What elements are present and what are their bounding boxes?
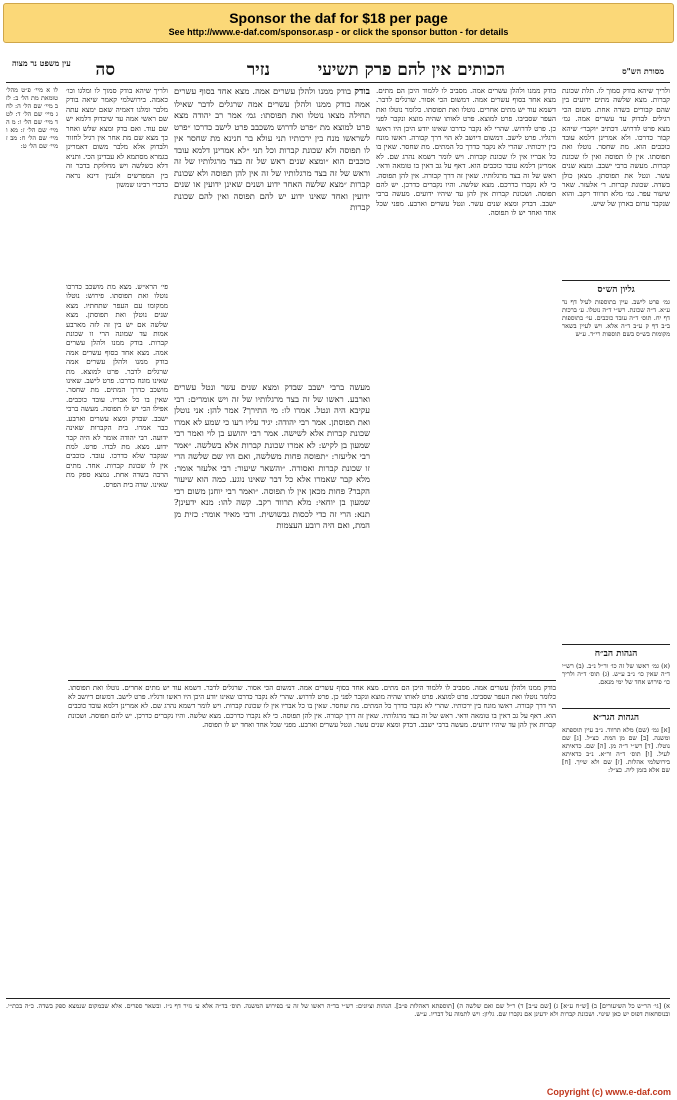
gemara-opening-word: בודק: [354, 87, 370, 97]
chapter-heading: הכותים אין להם פרק תשיעי: [317, 60, 505, 80]
gemara-top-text: בודק ממנו ולהלן עשרים אמה. מצא אחד בסוף עשרים אמה בודק ממנו ולהלן עשרים אמה שרגלים לדבר שאילו תחילה מצאו נוטלו ואת תפוסתו: גמ׳ אמר רב יהודה מצא פרט למוצא מת ״פרט לדרוש משכבב פרט לישב כדרכו ״פרט לשראשו מנח בין ירכותיו תני עולא בר חנינא מת שחסר אין לו תפוסה ולא שכונת קברות וכל תני ״לא אמרינן דלמא עובד כוכבים הוא ״ומצא שנים ראש של זה בצד מרגלותיו של זה וראש של זה בצד מרגלותיו של זה אין להן תפוסה ולא שכונת קברות ״מצא שלשה האחד ידוע ושנים שאינן ידועין או שנים ידועין ואחד שאינו ידוע יש להם תפוסה ואין להם שכונת קברות: [174, 86, 370, 212]
copyright-link[interactable]: Copyright (c) www.e-daf.com: [546, 1087, 671, 1097]
rosh-column: פי׳ הרא״ש. מצא מת מושכב כדרכו נוטלו ואת תפוסתו. פירוש: נוטלו ממקומו עם העפר שתחתיו. מצא שנים נוטלן ואת תפוסתן. מצא שלשה אם יש בין זה לזה מארבע אמות עד שמונה הרי זו שכונת קברות. בודק ממנו ולהלן עשרים אמה. מצא אחד בסוף עשרים אמה בודק ממנו ולהלן עשרים אמה שרגלים לדבר. פרט למוצא. מת שאינו מונח כדרכו. פרט לישב. שאינו מושכב כדרך המתים. מת שחסר. שאין בו כל אבריו. עובד כוכבים. אפילו הכי יש לו תפוסה. מעשה ברבי ישבב. שבדק ומצא עשרים וארבע. כבר אמרו. בית הקברות שאינה ידועה. רבי יהודה אומר לא היה קבר ידוע. מצא. מת לבדו. פרט. למת שנקבר שלא כדרכו. עובד. כוכבים אין לו שכונת קברות. אחד. מתים הרבה בשדה אחת. נמצא ספק מת שאינו. שדה בית הפרס.: [66, 282, 168, 489]
box-rule-3: [562, 708, 670, 709]
sponsor-banner[interactable]: [3, 3, 674, 43]
header-rule: [6, 82, 670, 83]
talmud-page: [6, 52, 670, 1080]
sponsor-banner-title[interactable]: Sponsor the daf for $18 per page: [229, 10, 448, 26]
rashi-column: בודק ממנו ולהלן עשרים אמה. מסביב לו ללמוד היכן הם מתים. מצא אחד בסוף עשרים אמה. דמשום הכי אסור. שרגלים לדבר. דשמא עוד יש מתים אחרים. נוטלו ואת תפוסתו. כלומר נוטלו ואת העפר שסביבו. פרט למוצא. פרט לאותו שהיה מוצא ונקבר לפני כן. פרט לדרוש. שהרי לא נקבר כדרכו שאינו יודע היכן היו ראשו ורגליו. פרט לישב. דמשום דיושב לא הוי דרך קבורה. ראשו מונח בין ירכותיו. שהרי לא נקבר כדרך כל המתים. מת שחסר. שאין בו כל אבריו אין לו שכונת קברות. ויש לומר דשמא נהרג שם. לא אמרינן דלמא עובד כוכבים הוא. דאף על גב דאין בו טומאה ודאי. ראש של זה בצד מרגלותיו. שאין זה דרך קבורה. אין להן תפוסה. כי לא נקברו כדרכם. מצא שלשה. והיו נקברים כדרכן. יש להם תפוסה. ושכונת קברות אין להן עד שיהיו ידועים. מעשה ברבי ישבב. דבדק ומצא שנים עשר. ונטל עשרים וארבע. מפני שכל אחד ואחד יש לו תפוסה.: [376, 86, 556, 218]
footnote-rule: [6, 998, 670, 999]
lower-rule: [68, 680, 556, 681]
box-rule-2: [562, 644, 670, 645]
gra-title: הגהות הגר״א: [592, 713, 639, 723]
bach-text: (א) גמ׳ ראשו של זה כו׳ ור״ל נ״ב. (ב) רש״י ד״ה שאין כו׳ נ״ב ע״ש. (ג) תוס׳ ד״ה ולריך כו׳ פירוש אחד של ימי מנאם.: [562, 662, 670, 686]
gemara-top: [174, 86, 370, 214]
tractate-heading: נזיר: [246, 60, 270, 80]
ein-mishpat-column: לו א מיי׳ פ״ט מהל׳ טומאת מת הל׳ ב: לז ב מיי׳ שם הל׳ ה: לח ג מיי׳ שם הל׳ ד: לט ד מיי׳ שם הל׳ ו: מ ה מיי׳ שם הל׳ ז: מא ו מיי׳ שם הל׳ ח: מב ז מיי׳ שם הל׳ ט:: [6, 86, 58, 150]
gilyon-title: גליון הש״ס: [597, 285, 635, 295]
box-rule-1: [562, 280, 670, 281]
bottom-notes: א) [גי׳ הר״ש כל השיעורים] ב) [ש״ח ע״א] ג) [שם ע״ב] ד) ר״ל שם ואם שלשה ה) [תוספתא דאהלות פ״ב]. הגהות וציונים: רש״י בד״ה ראשו של זה ע׳ בפירוש המשנה. תוס׳ בד״ה אלא ע׳ נזיר דף נ״ז. ובשאר ספרים. אלא שבמקום שנמצא ספק בשדה. כ״ה בכת״י. ובנוסחאות דפוס יש כאן שינוי. ושכונת קברות ולא ידעינן אם נקברו שם. גליון: ויש לתמוה על דבריו. ע״ש.: [6, 1002, 670, 1018]
gilyon-text: גמ׳ פרט לישב. עיין בתוספות לעיל דף נד ע״א. ד״ה שכונת. רש״י ד״ה נוטלו. ע׳ ברכות דף יח. תוס׳ ד״ה עובד כוכבים. עי׳ בתוספות ב״ב דף ק ע״ב ד״ה אלא. ויש לעיין בשאר מקומות בש״ס בשם תוספות רי״ד. ע״ש: [562, 298, 670, 338]
gra-text: [א] גמ׳ (שם) מלא תרווד. נ״ב עיין תוספתא ומשנה. [ב] שם מן המת. כצ״ל. [ג] שם נוטלו. [ד] רש״י ד״ה מן. [ה] שם. כדאיתא לעיל. [ו] תוס׳ ד״ה ור״א. נ״ב כדאיתא בירושלמי אהלות. [ז] שם ולא שייך. [ח] שם אלא בזמן ליה. כצ״ל:: [562, 726, 670, 774]
gemara-middle: מעשה ברבי ישבב שבדק ומצא שנים עשר ונטל עשרים וארבע. ראשו של זה בצד מרגלותיו של זה ויש אומרים: רבי עקיבא היה ונטל. אמרו לו: מי התירך? אמר להן: אני נוטלן ואת תפוסתן. אמר רבי יהודה: יגיד עליו רעו כי שמע לא אמרו שכונת קברות אלא לשישה. אמר רבי יהושע בן לוי ואמר רבי שמעון בן לקיש: לא אמרו שכונת קברות אלא בשלשה. ״אמר רבי אליעזר: ״תפוסה פחות משלשה, ואם היו שם שלשה הרי זו שכונת קברות ואסורה. ״והשאר שיעור: רבי אלעזר אומר: מלא קבר שאמרו אלא כל דבר שאינו נוגע. כמה הוא שיעור הקבר? פחות מכאן אין לו תפוסה. ״ואמר רבי יוחנן משום רבי שמעון בן יוחאי: מלא תרווד רקב. קשה להו: מנא ידעינן? תנא: הרי זה כדי לכסות גבשושית. ורבי מאיר אומר: כזית מן המת, ואם היה רובע העצמות: [174, 382, 370, 530]
bach-title: הגהות הב״ח: [594, 649, 638, 659]
daf-number: סה: [95, 60, 115, 80]
mesorah-heading: מסורת הש"ס: [622, 66, 664, 76]
mesorah-column: ולריך שיהא בודק סמוך לו. תלת שכונת קברות. מצא שלשה מתים ידועים בין שהם קבורים בשדה אחת. משום הכי רגילים לבדוק עד עשרים אמה. גמ׳ מצא פרט לדרוש. דכתיב ״וקבר״ שיהא קבור כדרכו. ולא אמרינן דלמא עובד כוכבים הוא. מת שחסר. נוטלו ואת תפוסתו. אין לו תפוסה ואין לו שכונת קברות. מעשה ברבי ישבב. ומצא שנים עשר. ונטל את תפוסתן. מצאן כולן בשדה. שכונת קברות. ר׳ אלעזר. שאר שיעור עפר. גמ׳ מלא תרווד רקב. והוא שנקבר ערום בארון של שיש.: [562, 86, 670, 208]
tosafot-column: ולריך שיהא בודק סמוך לו ומלגו וכו׳ כאמה. בירושלמי קאמר שיאה בודק מלבר ומלגו דאמיה שאם ימצא עתה שם ראשי אמה עד שיבדוק דלמא יש שם עוד. ואם בדק ומצא שלש ואחר כך מצא שם מת אחר אין רגיל לחזור ולבדוק אלא מלבר משום דאמרינן בגמרא מסתמא לא עבדינן הכי. ותניא דלא כשלשה ויש מחלוקת בדבר זה בין המפרשים ולענין דינא נראה כדברי רבינו שמשון: [66, 86, 168, 190]
tosafot-lower-block: בודק ממנו ולהלן עשרים אמה. מסביב לו ללמוד היכן הם מתים. מצא אחד בסוף עשרים אמה. דמשום הכי אסור. שרגלים לדבר. דשמא עוד יש מתים אחרים. נוטלו ואת תפוסתו. כלומר נוטלו ואת העפר שסביבו. פרט למוצא. פרט לאותו שהיה מוצא ונקבר לפני כן. פרט לדרוש. שהרי לא נקבר כדרכו שאינו יודע היכן היו ראשו ורגליו. פרט לישב. דמשום דיושב לא הוי דרך קבורה. ראשו מונח בין ירכותיו. שהרי לא נקבר כדרך כל המתים. מת שחסר. שאין בו כל אבריו אין לו שכונת קברות. ויש לומר דשמא נהרג שם. לא אמרינן דלמא עובד כוכבים הוא. דאף על גב דאין בו טומאה ודאי. ראש של זה בצד מרגלותיו. שאין זה דרך קבורה. אין להן תפוסה. כי לא נקברו כדרכם. מצא שלשה. והיו נקברים כדרכן. יש להם תפוסה. ושכונת קברות אין להן עד שיהיו ידועים. מעשה ברבי ישבב. דבדק ומצא שנים עשר. ונטל עשרים וארבע. מפני שכל אחד ואחד יש לו תפוסה.: [68, 684, 556, 729]
sponsor-banner-subtitle[interactable]: See http://www.e-daf.com/sponsor.asp - or click the sponsor button - for details: [168, 27, 509, 37]
ein-mishpat-heading: עין משפט נר מצוה: [12, 58, 71, 68]
